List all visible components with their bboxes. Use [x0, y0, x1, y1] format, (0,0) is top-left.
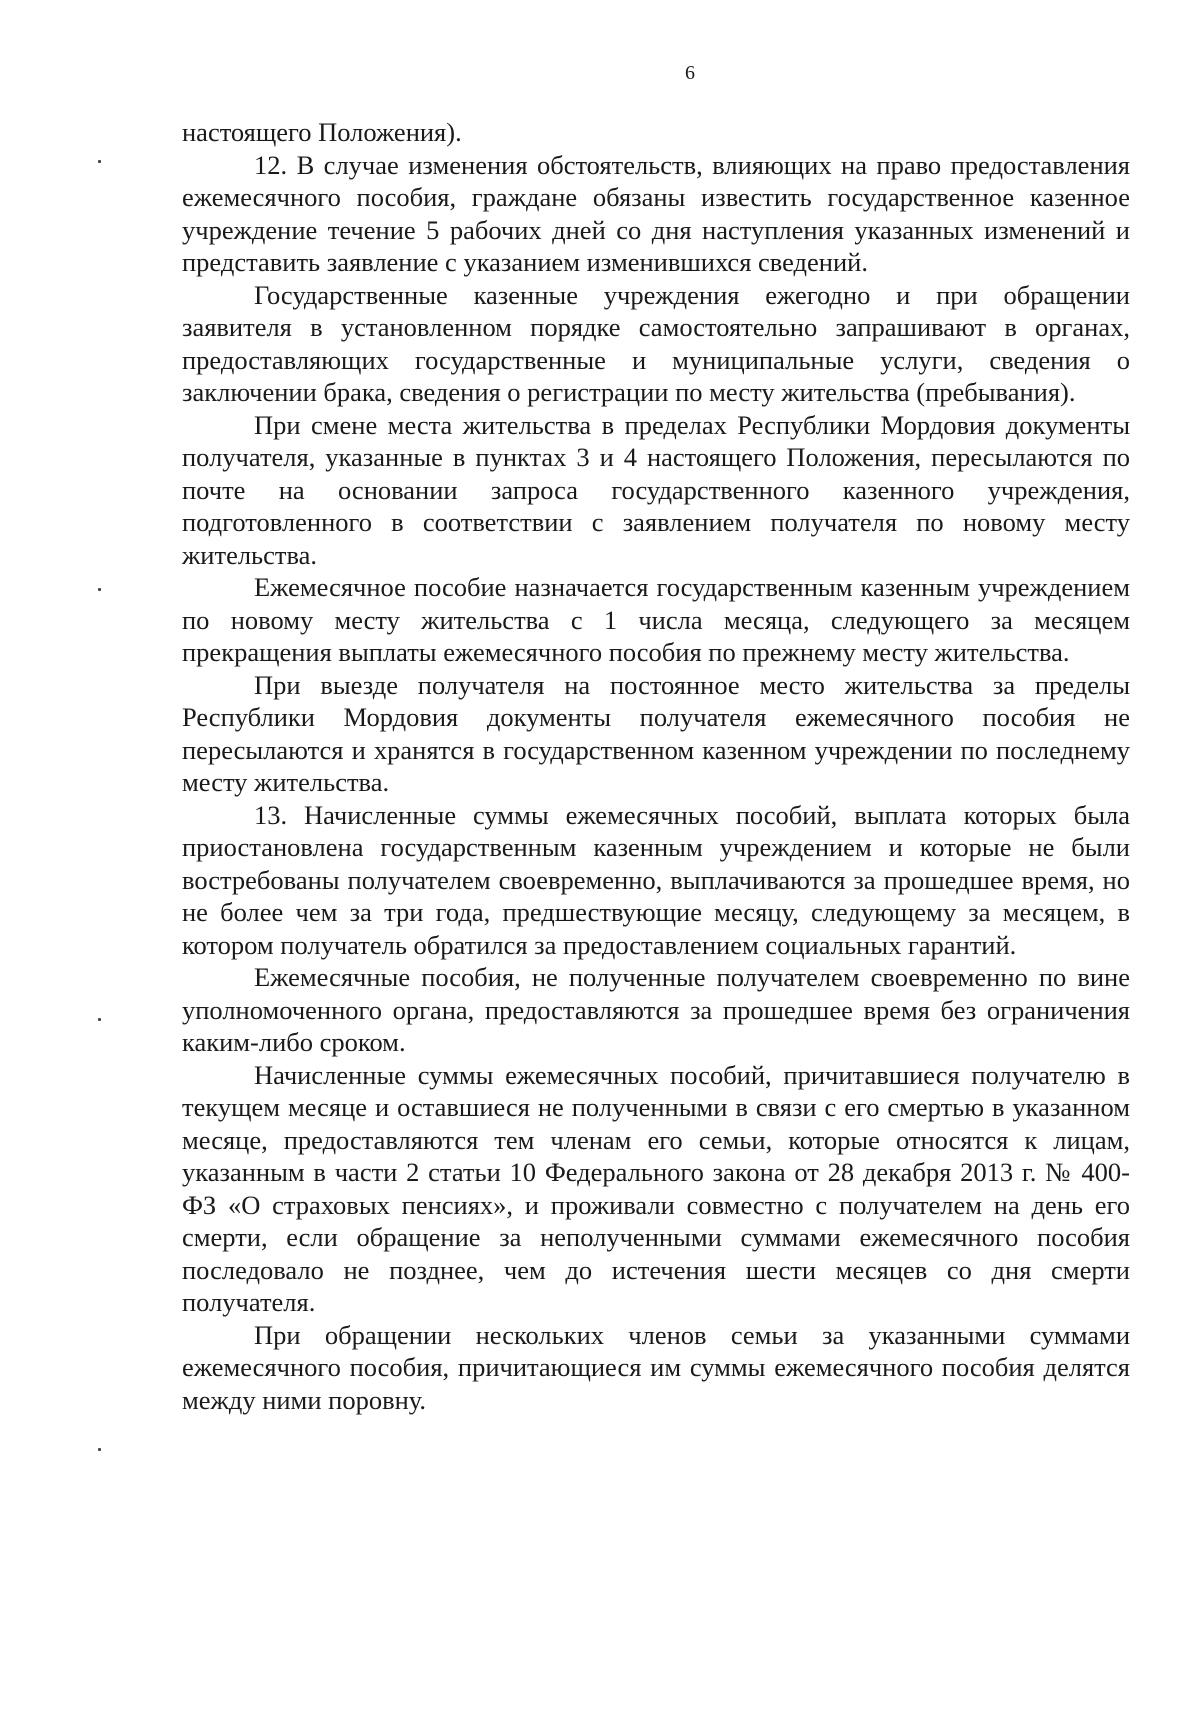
paragraph: Ежемесячное пособие назначается государственным казенным учреждением по новому месту жительства с 1 числа месяца, следующего за месяцем прекращения выплаты ежемесячного пособия по прежнему месту жительства.: [182, 572, 1130, 667]
paragraph: При выезде получателя на постоянное место жительства за пределы Республики Мордовия документы получателя ежемесячного пособия не пересылаются и хранятся в государственном казенном учреждении по последнему месту жительства.: [182, 669, 1130, 797]
paragraph: Государственные казенные учреждения ежегодно и при обращении заявителя в установленном порядке самостоятельно запрашивают в органах, предоставляющих государственные и муниципальные услуги, сведения о заключении брака, сведения о регистрации по месту жительства (пребывания).: [182, 279, 1130, 407]
scan-speck: [98, 160, 101, 163]
paragraph: 12. В случае изменения обстоятельств, влияющих на право предоставления ежемесячного пособия, граждане обязаны известить государственное казенное учреждение течение 5 рабочих дней со дня наступления указанных изменений и представить заявление с указанием изменившихся сведений.: [182, 149, 1130, 277]
scan-speck: [98, 1018, 101, 1021]
paragraph: 13. Начисленные суммы ежемесячных пособий, выплата которых была приостановлена государственным казенным учреждением и которые не были востребованы получателем своевременно, выплачиваются за прошедшее время, но не более чем за три года, предшествующие месяцу, следующему за месяцем, в котором получатель обратился за предоставлением социальных гарантий.: [182, 799, 1130, 960]
paragraph: настоящего Положения).: [182, 117, 462, 147]
scan-speck: [98, 1448, 101, 1451]
page-number: 6: [685, 62, 695, 84]
paragraph: При обращении нескольких членов семьи за указанными суммами ежемесячного пособия, причитающиеся им суммы ежемесячного пособия делятся между ними поровну.: [182, 1319, 1130, 1415]
paragraph: Ежемесячные пособия, не полученные получателем своевременно по вине уполномоченного органа, предоставляются за прошедшее время без ограничения каким-либо сроком.: [182, 962, 1130, 1057]
paragraph: При смене места жительства в пределах Республики Мордовия документы получателя, указанные в пунктах 3 и 4 настоящего Положения, пересылаются по почте на основании запроса государственного казенного учреждения, подготовленного в соответствии с заявлением получателя по новому месту жительства.: [182, 409, 1130, 570]
paragraph: Начисленные суммы ежемесячных пособий, причитавшиеся получателю в текущем месяце и оставшиеся не полученными в связи с его смертью в указанном месяце, предоставляются тем членам его семьи, которые относятся к лицам, указанным в части 2 статьи 10 Федерального закона от 28 декабря 2013 г. № 400-ФЗ «О страховых пенсиях», и проживали совместно с получателем на день его смерти, если обращение за неполученными суммами ежемесячного пособия последовало не позднее, чем до истечения шести месяцев со дня смерти получателя.: [182, 1059, 1130, 1317]
document-body: [182, 116, 1130, 1416]
scan-speck: [98, 588, 101, 591]
